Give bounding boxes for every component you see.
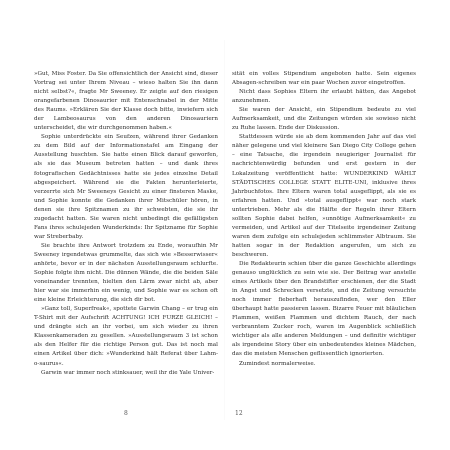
left-page-text [34,70,218,378]
page-number-left: 8 [124,410,128,417]
right-page [232,70,416,400]
paragraph: Nicht dass Sophies Eltern ihr erlaubt hätten, das Angebot anzunehmen. [232,89,416,105]
page-gutter [224,40,225,420]
paragraph: »Ganz toll, Superfreak«, spottete Garwin Chang – er trug ein T-Shirt mit der Aufschrift ACHTUNG! ICH FURZE GLEICH! – und drängte sich an ihr vorbei, um sich wieder zu ihren Klassenkameraden zu gesellen. »Ausstellungsraum 3 ist schon als den Helfer für die richtige Person gut. Das ist noch mal einen Artikel über dich: »Wunderkind hält Referat über Lahm-o-saurus«. [34,306,218,367]
paragraph: Sophie unterdrückte ein Seufzen, während ihrer Gedanken zu dem Bild auf der Informationstafel am Eingang der Ausstellung huschten. Sie hatte einen Blick darauf geworfen, als sie das Museum betreten hatten – und dank ihres fotografischen Gedächtnisses hatte sie jedes einzelne Detail abgespeichert. Während sie die Fakten herunterleierte, verzerrte sich Mr Sweeneys Gesicht zu einer finsteren Maske, und Sophie konnte die Gedanken ihrer Mitschüler hören, in denen sie ihre Spitznamen zu ihr schwebten, die sie ihr zugedacht hatten. Sie waren nicht unbedingt die gefälligsten Fans ihres schulejeden Wunderkinds: Ihr Spitzname für Sophie war Streberbaby. [34,134,218,240]
paragraph: Die Redakteurin schien über die ganze Geschichte allerdings genauso unglücklich zu sein wie sie. Der Beitrag war anstelle eines Artikels über den Brandstifter erschienen, der die Stadt in Angst und Schrecken versetzte, und die Zeitung versuchte noch immer fieberhaft herauszufinden, wer den Eller überhaupt hatte passieren lassen. Bizarre Feuer mit bläulichen Flammen, weißen Flammen und dichtem Rauch, der nach verbranntem Zucker roch, waren im Augenblick schließlich wichtiger als alle anderen Meldungen – und definitiv wichtiger als irgendeine Story über ein unbedeutendes kleines Mädchen, das die meisten Menschen geflissentlich ignorierten. [232,260,416,358]
paragraph: Stattdessen würde sie ab dem kommenden Jahr auf das viel näher gelegene und viel kleinere San Diego City College gehen – eine Tatsache, die irgendein neugieriger Journalist für nachrichtenwürdig befunden und erst gestern in der Lokalzeitung veröffentlicht hatte: WUNDERKIND WÄHLT STÄDTISCHES COLLEGE STATT ELITE-UNI, inklusive ihres Jahrbuchfotos. Ihre Eltern waren total ausgeflippt, als sie es erfahren hatten. Und »total ausgeflippt« war noch stark untertrieben. Mehr als die Hälfte der Regeln ihrer Eltern sollten Sophie dabei helfen, »unnötige Aufmerksamkeit« zu vermeiden, und Artikel auf der Titelseite irgendeiner Zeitung waren dem zufolge ein schulejeden schlimmster Albtraum. Sie hatten sogar in der Redaktion angerufen, um sich zu beschweren. [232,134,416,258]
paragraph: sität ein volles Stipendium angeboten hatte. Sein eigenes Absagen-schreiben war ein paar Wochen zuvor eingetroffen. [232,71,416,87]
paragraph: Zumindest normalerweise. [239,360,316,367]
right-page-text [232,70,416,369]
paragraph: Sie waren der Ansicht, ein Stipendium bedeute zu viel Aufmerksamkeit, und die Zeitungen würden sie sowieso nicht zu Ruhe lassen. Ende der Diskussion. [232,107,416,132]
paragraph: Sie brachte ihre Antwort trotzdem zu Ende, woraufhin Mr Sweeney irgendetwas grummelte, das sich wie »Besserwisser« anhörte, bevor er in der nächsten Ausstellungsraum schlurfte. Sophie folgte ihm nicht. Die dünnen Wände, die die beiden Säle voneinander trennten, hielten den Lärm zwar nicht ab, aber hier war sie immerhin ein wenig, und Sophie war es schon oft eine kleine Erleichterung, die sich dir bot. [34,242,218,304]
page-number-right: 12 [235,410,243,417]
paragraph: »Gut, Miss Foster. Da Sie offensichtlich der Ansicht sind, dieser Vortrag sei unter Ihrem Niveau – wieso halten Sie ihn dann nicht selbst?«, fragte Mr Sweeney. Er zeigte auf den riesigen orangefarbenen Dinosaurier mit Entenschnabel in der Mitte des Raums. »Erklären Sie der Klasse doch bitte, inwiefern sich der Lambeosaurus von den anderen Dinosauriern unterscheidet, die wir durchgenommen haben.« [34,71,218,132]
left-page [34,70,218,400]
paragraph: Garwin war immer noch stinksauer, weil ihr die Yale Univer- [41,369,215,376]
